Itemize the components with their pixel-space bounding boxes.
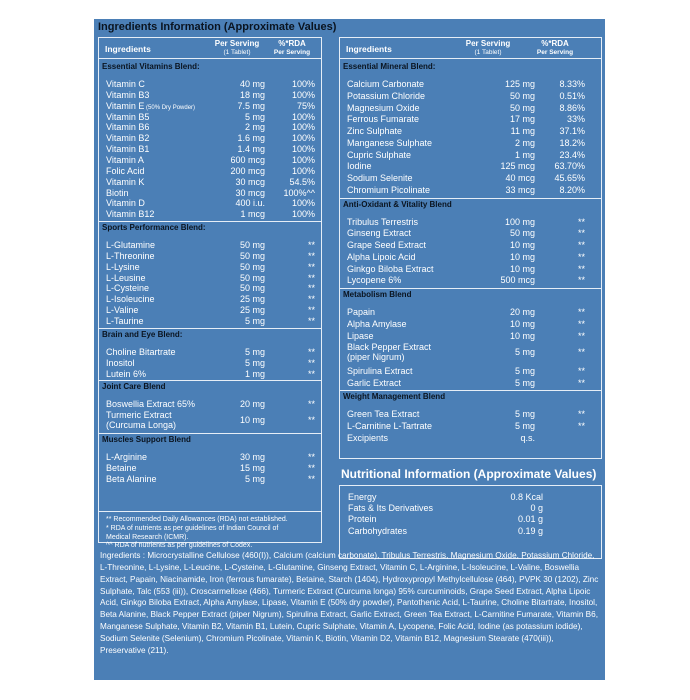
ingredient-name: Papain (347, 307, 376, 317)
ingredient-rda: ** (577, 251, 585, 262)
ingredient-rda: ** (307, 462, 315, 473)
ingredient-amount: 50 mg (239, 250, 265, 261)
ingredient-rda: ** (307, 473, 315, 484)
ingredient-amount: 50 mg (239, 283, 265, 294)
ingredient-rda: 100% (291, 209, 315, 220)
ingredient-amount: 7.5 mg (237, 100, 265, 111)
ingredient-amount: 25 mg (239, 305, 265, 316)
ingredient-amount: 50 mg (509, 228, 535, 239)
ingredient-rda: ** (577, 421, 585, 431)
ingredient-rda: ** (577, 228, 585, 239)
ingredient-amount: 10 mg (509, 263, 535, 274)
nutrient-name: Protein (348, 514, 377, 525)
ingredient-rda: ** (577, 216, 585, 227)
ingredient-amount: 100 mg (504, 216, 535, 227)
ingredients-text: Ingredients : Microcrystalline Cellulose (460(I)), Calcium (calcium carbonate), Tribulus Terrestris, Magnesium Oxide, Potassium Chloride, L-Threonine, L-Lysine, L-Leucine, L-Cysteine, L-Glutamine, Ginseng Extract, Vitamin C, L-Arginine, L-Isoleucine, L-Valine, Boswellia Extract, Papain, Niacinamide, Iron (ferrous fumarate), Betaine, Starch (1404), Hydroxypropyl Methylcellulose (464), PVPK 30 (1202), Zinc Sulphate, Talc (553 (iii)), Croscarmellose (466), Turmeric Extract (Curcuma longa) 95% curcuminoids, Grape Seed Extract, Alpha Lipoic Acid, Ginkgo Biloba Extract, Alpha Amylase, Lipase, Vitamin E (50% dry powder), Pantothenic Acid, L-Taurine, Choline Bitartrate, Inositol, Beta Alanine, Black Pepper Extract (piper Nigrum), Spirulina Extract, Garlic Extract, Green Tea Extract, L-Carnitine Fumarate, Vitamin B6, Manganese Sulphate, Vitamin B2, Vitamin B1, Lutein, Cupric Sulphate, Vitamin A, Lycopene, Folic Acid, Iodine (as potassium iodide), Sodium Selenite (Selenium), Chromium Picolinate, Vitamin K, Biotin, Vitamin D2, Vitamin B12, Magnesium Stearate (470(iii)), Preservative (211). (100, 551, 599, 655)
footnote: ** Recommended Daily Allowances (RDA) not established. (106, 516, 288, 523)
ingredient-name: Garlic Extract (347, 377, 402, 388)
header-per-serving (207, 39, 267, 57)
ingredient-amount: 600 mcg (230, 154, 265, 165)
rda-sub: Per Serving (536, 49, 574, 56)
section-divider (340, 198, 601, 199)
section-title: Muscles Support Blend (102, 434, 191, 444)
ingredient-amount: 1.4 mg (237, 144, 265, 155)
ingredient-amount: 17 mg (509, 114, 535, 125)
nutrition-title: Nutritional Information (Approximate Values) (341, 467, 597, 481)
ingredient-rda: ** (577, 377, 585, 388)
ingredient-amount: 20 mg (509, 307, 535, 317)
ingredient-rda: ** (307, 399, 315, 410)
ingredient-amount: q.s. (520, 432, 535, 443)
ingredient-rda: ** (307, 346, 315, 357)
right-table-header (340, 38, 601, 59)
ingredient-amount: 5 mg (514, 409, 535, 420)
ingredient-name: Vitamin E (50% Dry Powder) (106, 100, 196, 111)
ingredient-name: Magnesium Oxide (347, 102, 420, 113)
ingredient-amount: 400 i.u. (235, 198, 265, 209)
ingredient-rda: ** (307, 283, 315, 294)
ingredient-amount: 5 mg (514, 421, 535, 431)
ingredient-name: Vitamin B6 (106, 122, 150, 133)
ingredient-name: Alpha Lipoic Acid (347, 251, 416, 262)
header-ingredients: Ingredients (346, 44, 392, 54)
ingredient-name: Manganese Sulphate (347, 137, 433, 148)
ingredient-rda: ** (307, 316, 315, 326)
ingredient-rda: 100% (291, 144, 315, 155)
ingredient-amount: 15 mg (239, 462, 265, 473)
ingredient-rda: ** (577, 365, 585, 376)
ingredient-rda: 0.51% (559, 90, 585, 101)
ingredient-rda: 100% (291, 111, 315, 122)
ingredient-name: L-Glutamine (106, 240, 156, 251)
ingredient-name: Vitamin B5 (106, 111, 150, 122)
nutrient-value: 0 g (530, 503, 543, 514)
ingredient-rda: 45.65% (554, 173, 585, 183)
section-divider (99, 221, 321, 222)
ingredient-name: Black Pepper Extract (piper Nigrum) (347, 342, 432, 363)
ingredient-name: Potassium Chloride (347, 90, 426, 101)
ingredient-name: L-Arginine (106, 451, 148, 462)
ingredient-amount: 18 mg (239, 89, 265, 100)
ingredient-amount: 10 mg (509, 330, 535, 341)
ingredient-rda: 37.1% (559, 126, 585, 136)
ingredient-rda: 100% (291, 154, 315, 165)
ingredient-name: Biotin (106, 187, 129, 198)
ingredient-amount: 30 mcg (235, 187, 265, 198)
nutrition-table (339, 485, 602, 559)
ingredient-rda: 8.33% (559, 79, 585, 89)
ingredient-rda: ** (577, 409, 585, 420)
section-title: Weight Management Blend (343, 392, 446, 402)
ingredient-name: Chromium Picolinate (347, 184, 431, 195)
ingredient-rda: 63.70% (554, 161, 585, 172)
ingredient-amount: 40 mg (239, 79, 265, 89)
ingredient-rda: ** (307, 415, 315, 426)
ingredient-name: Vitamin D (106, 198, 145, 209)
footnote-divider (99, 511, 321, 512)
ingredient-rda: 18.2% (559, 137, 585, 148)
ingredient-rda: 100% (291, 89, 315, 100)
ingredient-name: L-Valine (106, 305, 139, 316)
ingredient-name: Grape Seed Extract (347, 240, 427, 250)
ingredient-rda: ** (577, 275, 585, 286)
ingredient-name: Lipase (347, 330, 374, 341)
ingredient-name: Lycopene 6% (347, 275, 402, 286)
ingredient-rda: 8.86% (559, 102, 585, 113)
ingredient-note: (50% Dry Powder) (144, 104, 196, 111)
ingredient-rda: ** (307, 272, 315, 283)
section-title: Essential Mineral Blend: (343, 62, 436, 71)
ingredient-amount: 50 mg (239, 261, 265, 272)
ingredient-amount: 50 mg (239, 240, 265, 251)
left-ingredients-table (98, 37, 322, 550)
section-title: Essential Vitamins Blend: (102, 62, 200, 71)
ingredient-rda: 100% (291, 79, 315, 89)
ingredient-rda: 100% (291, 133, 315, 144)
ingredient-name: L-Isoleucine (106, 294, 155, 305)
ingredient-rda: ** (577, 330, 585, 341)
ingredient-rda: ** (307, 357, 315, 368)
ingredient-rda: 100%^^ (283, 187, 315, 198)
ingredient-amount: 50 mg (509, 90, 535, 101)
ingredient-amount: 33 mcg (505, 184, 535, 195)
footnote: * RDA of nutrients as per guidelines of Indian Council of (106, 524, 279, 532)
ingredient-amount: 5 mg (244, 357, 265, 368)
ingredient-rda: ** (577, 240, 585, 250)
ingredient-name: Vitamin A (106, 154, 144, 165)
nutrient-name: Carbohydrates (348, 525, 408, 536)
nutrient-value: 0.01 g (517, 514, 543, 525)
ingredient-amount: 125 mg (504, 79, 535, 89)
header-rda (269, 39, 315, 57)
ingredient-amount: 5 mg (514, 365, 535, 376)
rda-label: %*RDA (278, 39, 306, 48)
ingredient-name: L-Threonine (106, 250, 155, 261)
header-per-serving (458, 39, 518, 57)
ingredient-rda: ** (307, 261, 315, 272)
ingredient-amount: 5 mg (514, 377, 535, 388)
ingredient-name: Inositol (106, 357, 135, 368)
ingredient-name: Vitamin B12 (106, 209, 155, 220)
nutrient-value: 0.8 Kcal (510, 492, 543, 502)
ingredient-amount: 1.6 mg (237, 133, 265, 144)
ingredient-name: Vitamin B2 (106, 133, 150, 144)
ingredient-amount: 5 mg (244, 316, 265, 326)
rda-sub: Per Serving (273, 49, 311, 56)
section-title: Anti-Oxidant & Vitality Blend (343, 199, 452, 209)
ingredient-amount: 50 mg (509, 102, 535, 113)
per-serving-sub: (1 Tablet) (223, 49, 251, 56)
ingredient-name: Vitamin B1 (106, 144, 150, 155)
section-divider (340, 288, 601, 289)
ingredient-name: Zinc Sulphate (347, 126, 403, 136)
ingredient-name: Ferrous Fumarate (347, 114, 420, 125)
ingredient-rda: 100% (291, 198, 315, 209)
ingredient-rda: ** (307, 294, 315, 305)
ingredient-amount: 30 mg (239, 451, 265, 462)
ingredient-name: Excipients (347, 432, 389, 443)
ingredient-rda: 75% (296, 100, 315, 111)
ingredient-rda: ** (577, 263, 585, 274)
ingredient-rda: ** (307, 305, 315, 316)
ingredient-name: Lutein 6% (106, 368, 147, 379)
ingredient-rda: ** (307, 240, 315, 251)
ingredient-amount: 5 mg (244, 473, 265, 484)
ingredient-name: L-Cysteine (106, 283, 150, 294)
ingredient-name: Green Tea Extract (347, 409, 420, 420)
ingredient-name: Sodium Selenite (347, 173, 413, 183)
ingredient-rda: ** (307, 368, 315, 379)
ingredient-amount: 125 mcg (500, 161, 535, 172)
ingredient-name: L-Leusine (106, 272, 146, 283)
ingredient-amount: 10 mg (239, 415, 265, 426)
ingredient-amount: 500 mcg (500, 275, 535, 286)
ingredient-name: L-Taurine (106, 316, 144, 326)
ingredient-rda: ** (577, 307, 585, 317)
ingredient-rda: ** (307, 451, 315, 462)
ingredient-amount: 1 mg (514, 149, 535, 160)
ingredient-name: Choline Bitartrate (106, 346, 176, 357)
nutrient-name: Energy (348, 492, 377, 502)
ingredient-name: Calcium Carbonate (347, 79, 425, 89)
ingredient-name: Folic Acid (106, 165, 145, 176)
ingredient-amount: 50 mg (239, 272, 265, 283)
ingredient-rda: 100% (291, 165, 315, 176)
ingredient-name: L-Carnitine L-Tartrate (347, 421, 433, 431)
ingredient-name: Ginkgo Biloba Extract (347, 263, 434, 274)
ingredient-name: Beta Alanine (106, 473, 157, 484)
ingredient-rda: ** (307, 250, 315, 261)
ingredient-amount: 30 mcg (235, 176, 265, 187)
ingredient-name: Tribulus Terrestris (347, 216, 419, 227)
ingredient-amount: 5 mg (244, 346, 265, 357)
ingredient-rda: 23.4% (559, 149, 585, 160)
ingredient-rda: ** (577, 347, 585, 358)
ingredient-name: Spirulina Extract (347, 365, 413, 376)
ingredient-rda: 54.5% (289, 176, 315, 187)
header-rda (532, 39, 578, 57)
panel-title: Ingredients Information (Approximate Values) (98, 21, 337, 33)
ingredient-amount: 5 mg (514, 347, 535, 358)
ingredient-name: Vitamin K (106, 176, 145, 187)
right-ingredients-table (339, 37, 602, 459)
ingredient-amount: 10 mg (509, 318, 535, 329)
ingredient-amount: 2 mg (514, 137, 535, 148)
ingredient-name: Ginseng Extract (347, 228, 412, 239)
nutrient-value: 0.19 g (517, 525, 543, 536)
supplement-facts-panel (94, 19, 605, 680)
ingredient-amount: 10 mg (509, 240, 535, 250)
section-divider (99, 328, 321, 329)
ingredient-amount: 25 mg (239, 294, 265, 305)
ingredient-name: L-Lysine (106, 261, 140, 272)
ingredient-amount: 40 mcg (505, 173, 535, 183)
ingredient-amount: 5 mg (244, 111, 265, 122)
header-ingredients: Ingredients (105, 44, 151, 54)
ingredient-name: Betaine (106, 462, 137, 473)
per-serving-label: Per Serving (465, 39, 511, 48)
ingredient-name: Vitamin B3 (106, 89, 150, 100)
ingredient-name: Alpha Amylase (347, 318, 407, 329)
ingredient-amount: 11 mg (510, 126, 535, 136)
nutrient-name: Fats & Its Derivatives (348, 503, 434, 514)
per-serving-sub: (1 Tablet) (474, 49, 502, 56)
ingredient-rda: 100% (291, 122, 315, 133)
ingredient-name: Vitamin C (106, 79, 145, 89)
ingredient-amount: 1 mg (244, 368, 265, 379)
section-title: Joint Care Blend (102, 382, 166, 392)
footnote: Medical Research (ICMR). (106, 533, 189, 541)
section-divider (340, 390, 601, 391)
rda-label: %*RDA (541, 39, 569, 48)
section-title: Metabolism Blend (343, 290, 412, 299)
section-title: Brain and Eye Blend: (102, 329, 183, 339)
footnote: ^^ RDA of nutrients as per guidelines of Codex. (106, 542, 253, 550)
ingredient-name: Cupric Sulphate (347, 149, 412, 160)
left-table-header (99, 38, 321, 59)
section-divider (99, 380, 321, 381)
ingredient-amount: 1 mcg (240, 209, 265, 220)
ingredient-name: Iodine (347, 161, 372, 172)
per-serving-label: Per Serving (214, 39, 260, 48)
ingredient-amount: 10 mg (509, 251, 535, 262)
ingredient-name: Boswellia Extract 65% (106, 399, 196, 410)
ingredient-rda: ** (577, 318, 585, 329)
section-title: Sports Performance Blend: (102, 223, 206, 233)
ingredient-amount: 20 mg (239, 399, 265, 410)
ingredient-name: Turmeric Extract (Curcuma Longa) (106, 410, 177, 431)
ingredient-rda: 33% (566, 114, 585, 125)
ingredient-amount: 2 mg (244, 122, 265, 133)
section-divider (99, 433, 321, 434)
ingredient-rda: 8.20% (559, 184, 585, 195)
ingredient-amount: 200 mcg (230, 165, 265, 176)
